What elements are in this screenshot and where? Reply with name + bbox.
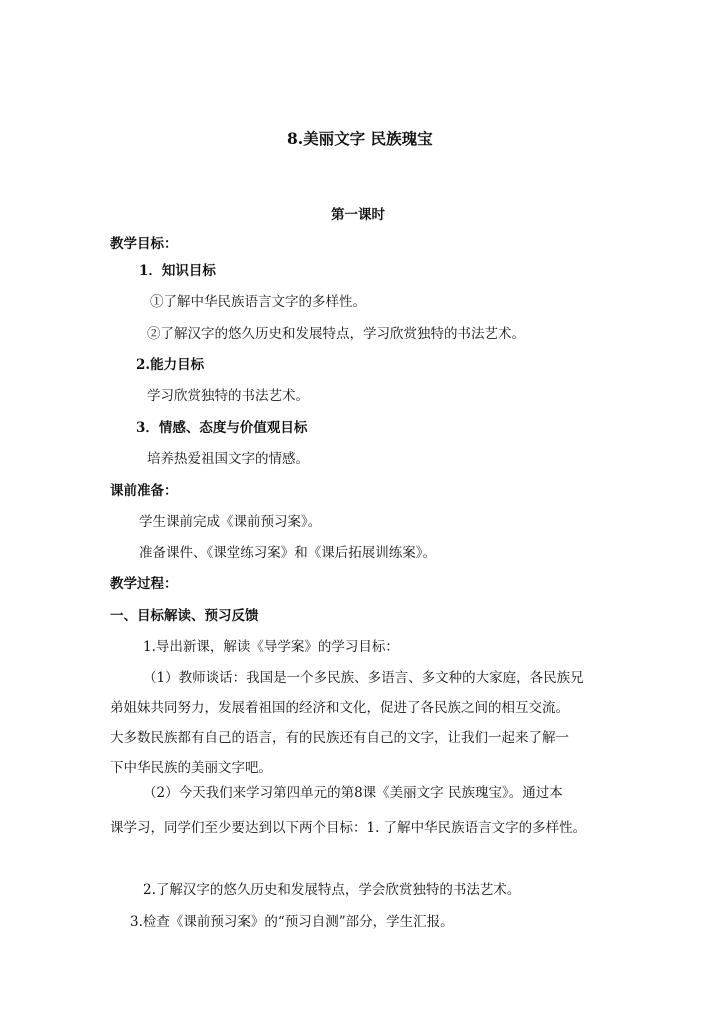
prep-item1: 学生课前完成《课前预习案》。 (139, 514, 322, 530)
prep-item2: 准备课件、《课堂练习案》和《课后拓展训练案》。 (139, 545, 436, 561)
goal2-item: 学习欣赏独特的书法艺术。 (147, 388, 309, 404)
section1-heading: 一、目标解读、预习反馈 (110, 608, 259, 624)
step1-text: 1.导出新课，解读《导学案》的学习目标： (143, 639, 399, 655)
para2-line3: 2.了解汉字的悠久历史和发展特点，学会欣赏独特的书法艺术。 (143, 882, 521, 898)
para1-line2: 弟姐妹共同努力，发展着祖国的经济和文化，促进了各民族之间的相互交流。 (110, 700, 569, 716)
goal1-item2: ②了解汉字的悠久历史和发展特点，学习欣赏独特的书法艺术。 (147, 326, 525, 342)
goal1-heading: 1．知识目标 (139, 263, 216, 279)
process-heading: 教学过程： (110, 576, 178, 592)
goal3-item: 培养热爱祖国文字的情感。 (147, 451, 309, 467)
page-title: 8.美丽文字 民族瑰宝 (287, 129, 433, 148)
para2-line2: 课学习，同学们至少要达到以下两个目标：1. 了解中华民族语言文字的多样性。 (110, 820, 587, 836)
goal3-heading: 3．情感、态度与价值观目标 (136, 420, 308, 436)
step3-text: 3.检查《课前预习案》的“预习自测”部分，学生汇报。 (130, 914, 454, 930)
para2-line1: （2）今天我们来学习第四单元的第8课《美丽文字 民族瑰宝》。通过本 (143, 785, 563, 801)
lesson-heading: 第一课时 (331, 207, 385, 223)
goals-heading: 教学目标： (110, 236, 178, 252)
para1-line1: （1）教师谈话：我国是一个多民族、多语言、多文种的大家庭，各民族兄 (143, 670, 584, 686)
para1-line3: 大多数民族都有自己的语言，有的民族还有自己的文字，让我们一起来了解一 (110, 730, 569, 746)
prep-heading: 课前准备： (110, 483, 178, 499)
goal1-item1: ①了解中华民族语言文字的多样性。 (150, 294, 366, 310)
goal2-heading: 2.能力目标 (136, 357, 205, 373)
para1-line4: 下中华民族的美丽文字吧。 (110, 760, 272, 776)
